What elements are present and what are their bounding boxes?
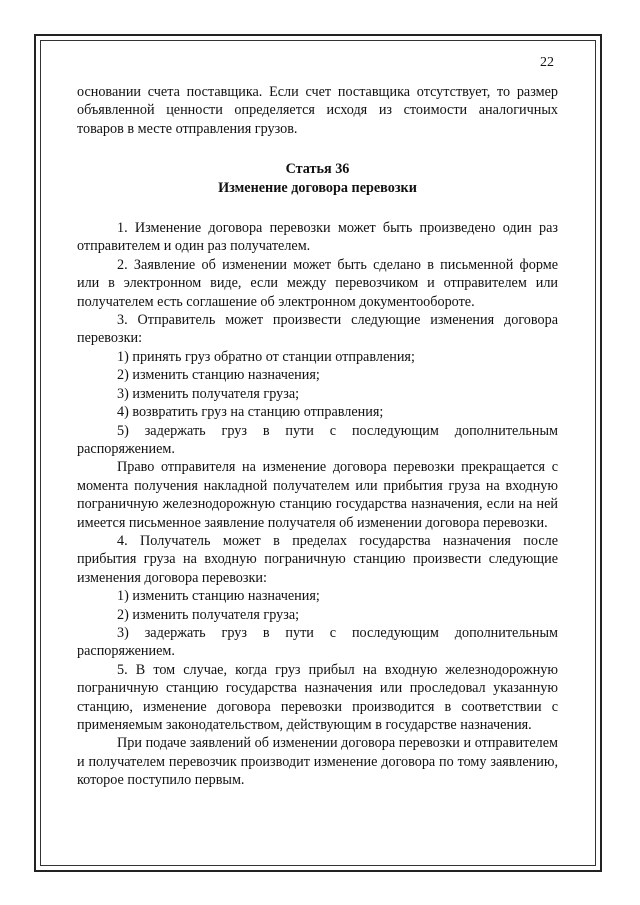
paragraph: 1. Изменение договора перевозки может быть произведено один раз отправителем и один раз получателем. [77, 220, 558, 255]
paragraph: 5. В том случае, когда груз прибыл на входную железнодорожную пограничную станцию государства назначения или проследовал указанную станцию, изменение договора перевозки производится в соответствии с применяемым законодательством, действующим в государстве назначения. [77, 661, 558, 733]
list-item: 4) возвратить груз на станцию отправления; [117, 404, 384, 421]
list-item: 2) изменить станцию назначения; [117, 367, 320, 384]
paragraph: Право отправителя на изменение договора перевозки прекращается с момента получения накладной получателем или прибытия груза на входную пограничную железнодорожную станцию государства назначения, если на ней имеется письменное заявление получателя об изменении договора перевозки. [77, 459, 558, 531]
article-title: Изменение договора перевозки [218, 179, 417, 196]
list-item: 2) изменить получателя груза; [117, 606, 300, 623]
list-item: 1) изменить станцию назначения; [117, 588, 320, 605]
paragraph: 4. Получатель может в пределах государства назначения после прибытия груза на входную пограничную станцию произвести следующие изменения договора перевозки: [77, 532, 558, 586]
article-number: Статья 36 [285, 161, 350, 178]
article-heading [77, 160, 558, 197]
paragraph: При подаче заявлений об изменении договора перевозки и отправителем и получателем перевозчик производит изменение договора по тому заявлению, которое поступило первым. [77, 735, 558, 789]
paragraph: 3. Отправитель может произвести следующие изменения договора перевозки: [77, 312, 558, 347]
paragraph: 2. Заявление об изменении может быть сделано в письменной форме или в электронном виде, если между перевозчиком и отправителем или получателем есть соглашение об электронном документообороте. [77, 256, 558, 310]
list-item: 5) задержать груз в пути с последующим дополнительным распоряжением. [77, 422, 558, 457]
intro-paragraph: основании счета поставщика. Если счет поставщика отсутствует, то размер объявленной ценности определяется исходя из стоимости аналогичных товаров в месте отправления грузов. [77, 84, 558, 137]
list-item: 1) принять груз обратно от станции отправления; [117, 348, 415, 365]
page-number: 22 [540, 55, 554, 70]
list-item: 3) изменить получателя груза; [117, 385, 300, 402]
list-item: 3) задержать груз в пути с последующим дополнительным распоряжением. [77, 624, 558, 660]
document-body [77, 83, 558, 790]
